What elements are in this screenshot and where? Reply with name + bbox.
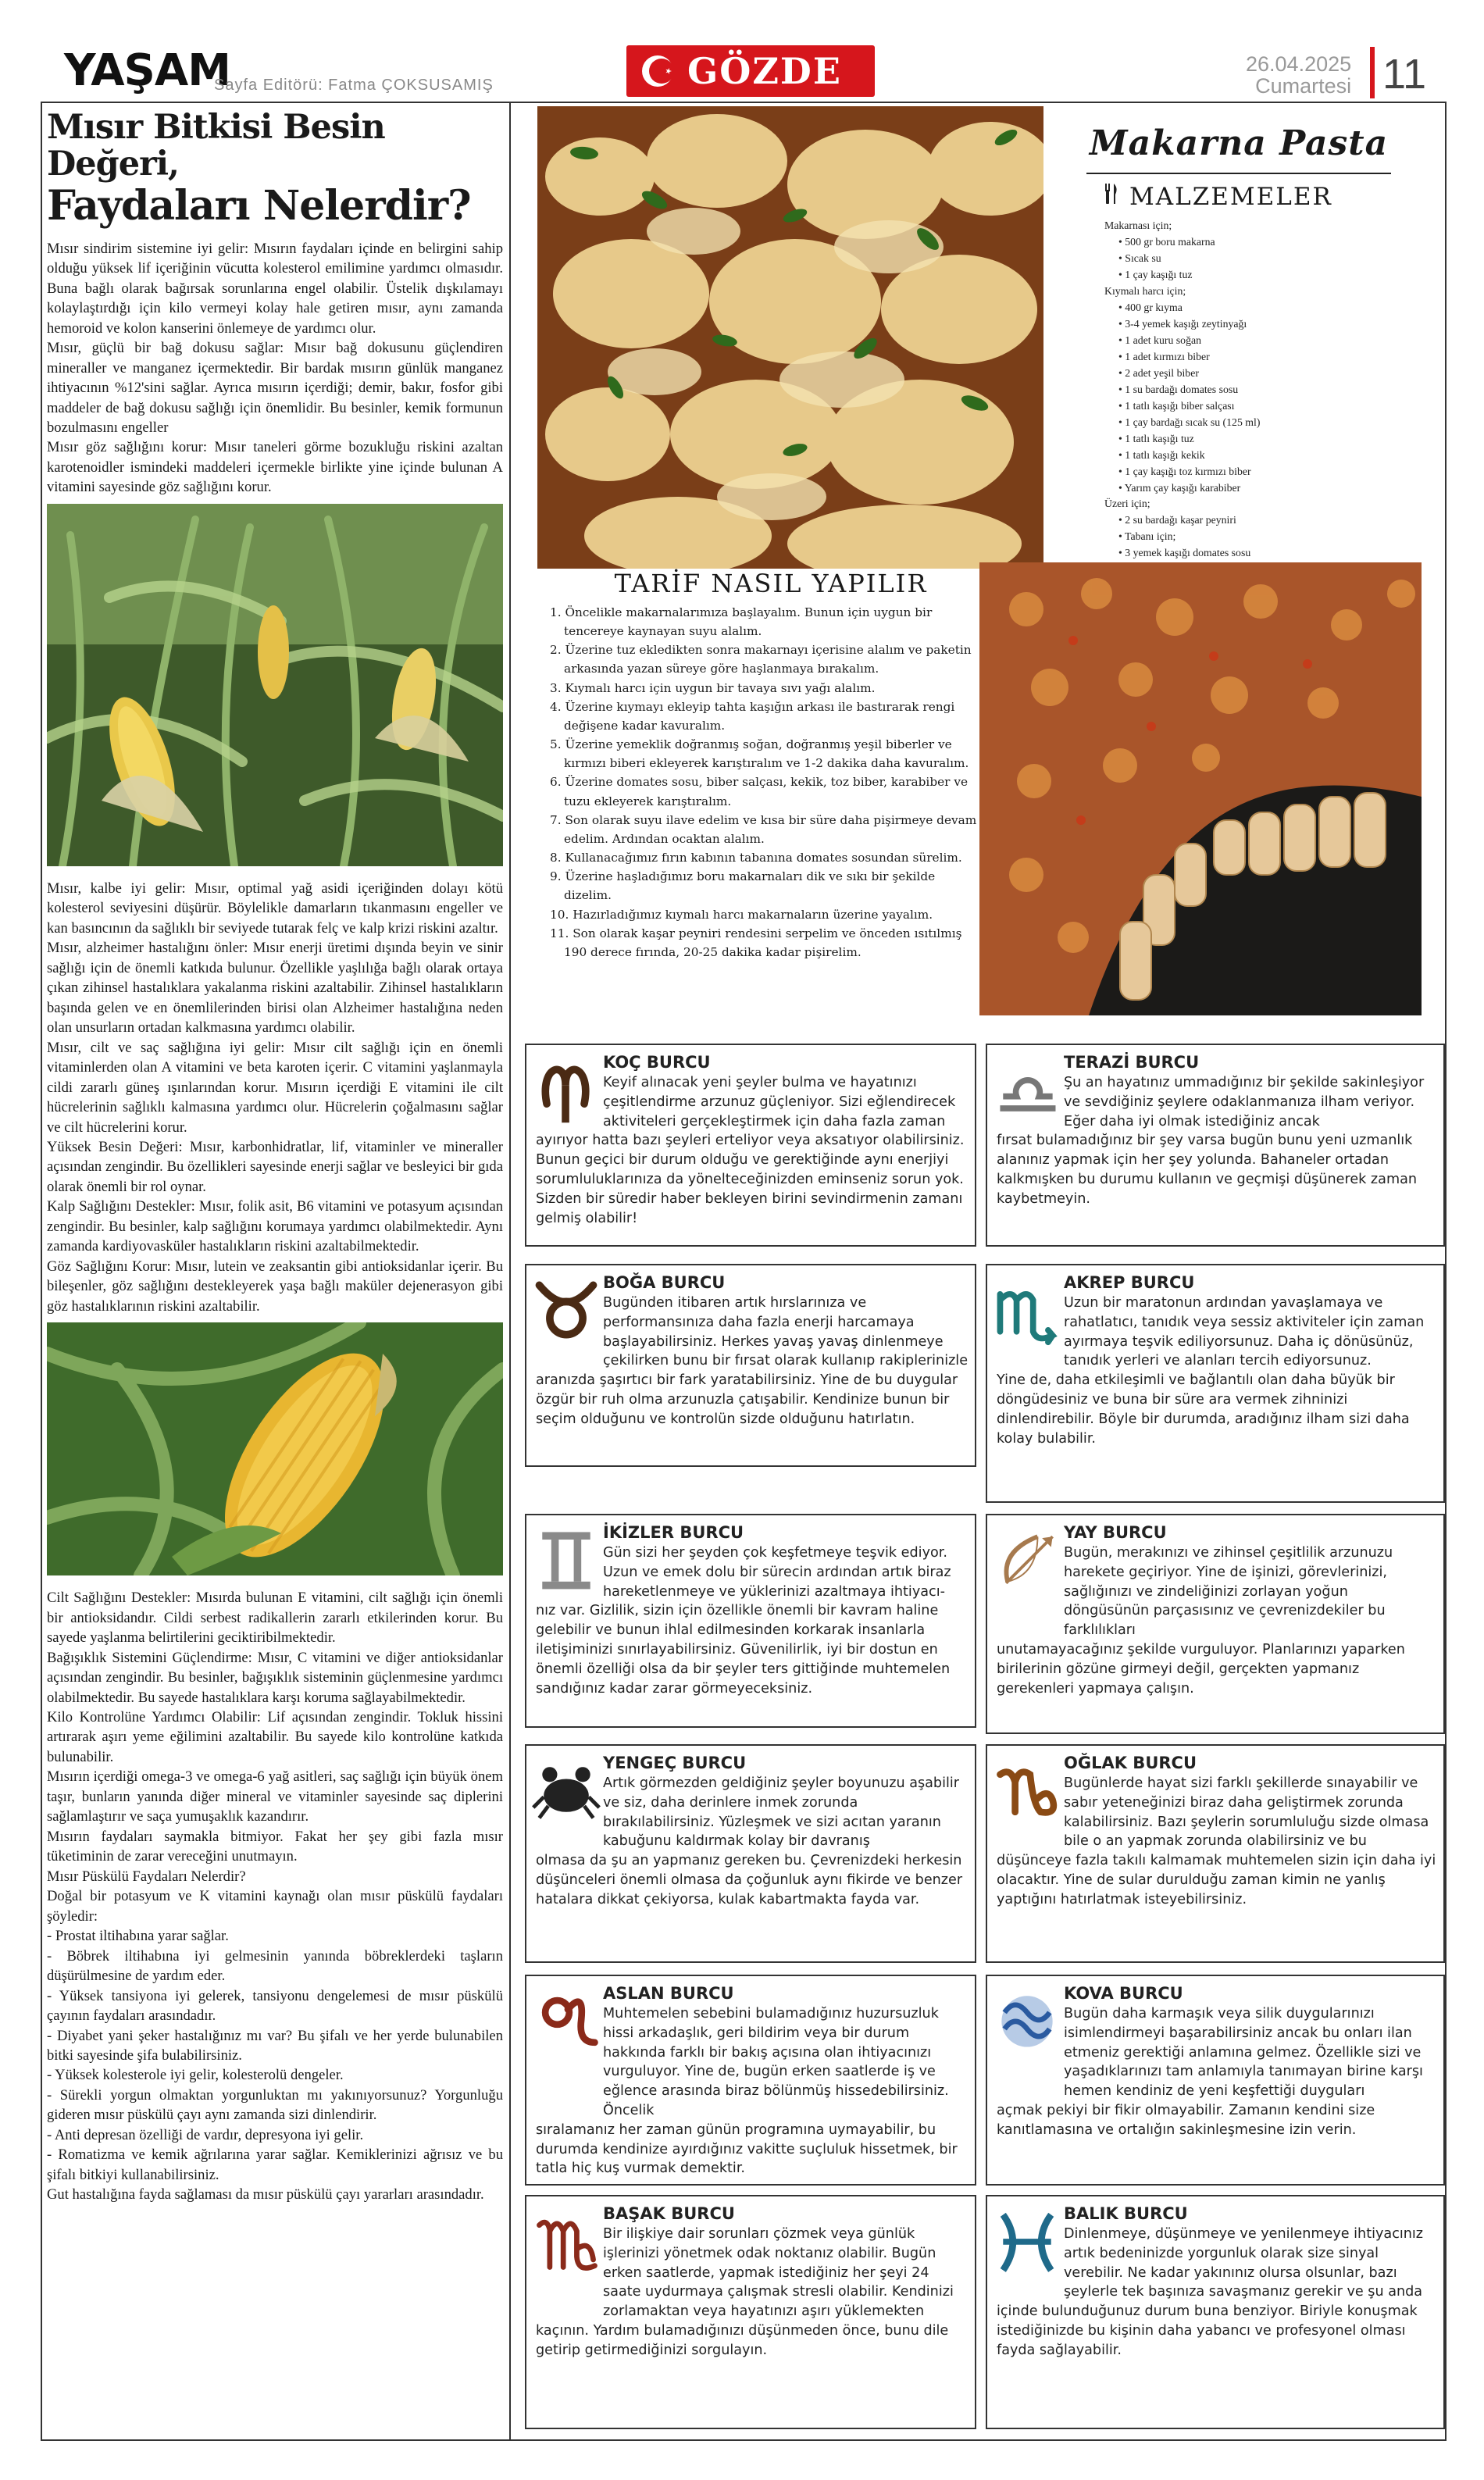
horoscope-text-lead: Bugünlerde hayat sizi farklı şekillerde sınayabilir ve sabır yeteneğinizi biraz daha geliştirmek zorunda kalabilirsiniz. Bazı şeylerin sorumluluğu sizde olmasa bile o an yapmak zorunda olabilirsiniz ve bu (1064, 1775, 1429, 1850)
ingredient-item: • 1 tatlı kaşığı biber salçası (1118, 398, 1426, 415)
paragraph: Mısırın içerdiği omega-3 ve omega-6 yağ asitleri, saç sağlığı için büyük önem taşır, bunların yanında diğer mineral ve vitaminler sayesinde saç diplerini sağlamlaştırır ve saça yumuşaklık kazandırır. (47, 1768, 503, 1825)
horoscope-title: TERAZİ BURCU (1064, 1053, 1200, 1072)
recipe-card (1051, 109, 1426, 562)
paragraph: - Böbrek iltihabına iyi gelmesinin yanında böbreklerdeki taşların düşürülmesine de yardım eder. (47, 1947, 503, 1985)
horoscope-text-lead: Bugünden itibaren artık hırslarınıza ve performansınıza daha fazla enerji harcamaya başlayabilirsiniz. Herkes yavaş yavaş dinlenmeye çekilirken bunu bir fırsat olarak kullanıp rakiplerinizle (603, 1295, 969, 1369)
paragraph: - Prostat iltihabına yarar sağlar. (47, 1928, 229, 1945)
horoscope-title: İKİZLER BURCU (603, 1523, 744, 1542)
paragraph: - Diyabet yani şeker hastalığınız mı var? Bu şifalı ve her yerde bulunabilen bitki sayesinde şifa bulabilirsiniz. (47, 2027, 503, 2064)
ingredient-item: • 1 çay kaşığı tuz (1118, 267, 1426, 284)
paragraph: - Yüksek tansiyona iyi gelerek, tansiyonu dengelemesi de mısır püskülü çayının faydaları arasındadır. (47, 1987, 503, 2025)
recipe-title: Makarna Pasta (1089, 123, 1389, 163)
steps-title: TARİF NASIL YAPILIR (614, 569, 928, 598)
scorpio-icon (992, 1272, 1062, 1347)
horoscope-box-terazi (986, 1044, 1445, 1247)
horoscope-text-lead: Bir ilişkiye dair sorunları çözmek veya günlük işlerinizi yönetmek odak noktanız olabilir. Bugün erken saatlerde, yapmak istediğiniz her şeyi 24 saate uydurmaya çalışmak stresli olabilir. Kendinizi zorlamaktan veya hayatınızı aşırı yüklemekten (603, 2226, 954, 2320)
recipe-step: 7. Son olarak suyu ilave edelim ve kısa bir süre daha pişirmeye devam edelim. Ardından ocaktan alalım. (550, 812, 977, 846)
masthead (41, 41, 1447, 103)
paragraph: Doğal bir potasyum ve K vitamini kaynağı olan mısır püskülü faydaları şöyledir: (47, 1888, 503, 1925)
horoscope-box-kova (986, 1975, 1445, 2186)
paragraph: Cilt Sağlığını Destekler: Mısırda bulunan E vitamini, cilt sağlığı için önemli bir antioksidandır. Cildi serbest radikallerin zararlı etkilerinden korur. Bu sayede yaşlanma belirtilerini geciktiribilmektedir. (47, 1590, 503, 1647)
ingredient-item: • 1 tatlı kaşığı tuz (1118, 431, 1426, 448)
horoscope-title: AKREP BURCU (1064, 1273, 1195, 1292)
recipe-step: 6. Üzerine domates sosu, biber salçası, kekik, toz biber, karabiber ve tuzu ekleyerek karıştıralım. (550, 775, 969, 808)
page-editor: Sayfa Editörü: Fatma ÇOKSUSAMIŞ (214, 77, 494, 94)
recipe-step: 4. Üzerine kıymayı ekleyip tahta kaşığın arkası ile bastırarak rengi değişene kadar kavuralım. (550, 699, 955, 733)
ingredient-item: • 1 adet kuru soğan (1118, 333, 1426, 349)
ingredient-item: • Sıcak su (1118, 251, 1426, 267)
horoscope-text-lead: Şu an hayatınız ummadığınız bir şekilde sakinleşiyor ve sevdiğiniz şeylere odaklanmanıza ilham veriyor. Eğer daha iyi olmak istediğiniz ancak (1064, 1075, 1425, 1129)
libra-icon (992, 1051, 1062, 1126)
article-body-part2 (47, 879, 503, 1316)
horoscope-text-rest: fırsat bulamadığınız bir şey varsa bugün bunu yeni uzmanlık alanınız yapmak için her şey yolunda. Bahaneler ortadan kalkmışken bu durumu kullanın ve geçmişi düşünerek zaman kaybetmeyin. (997, 1133, 1418, 1207)
recipe-step: 3. Kıymalı harcı için uygun bir tavaya sıvı yağı alalım. (550, 680, 876, 695)
paragraph: Mısır, cilt ve saç sağlığına iyi gelir: Mısır cilt sağlığı için en önemli vitaminlerden olan A vitamini ve beta karoten içerir. C vitamini yaşlanmayla cildi zararlı güneş ışınlarından korur. Mısırın içerdiği E vitamini ile cilt hücrelerinin sağlıklı kalmasına yardımcı olur. Hücrelerin çoğalmasını sağlar ve cilt hücrelerini korur. (47, 1039, 503, 1136)
ingredients-heading (1103, 182, 1426, 212)
newspaper-logo (626, 45, 875, 97)
gemini-icon (531, 1522, 601, 1597)
issue-date (1246, 53, 1351, 98)
paragraph: Mısırın faydaları saymakla bitmiyor. Fakat her şey gibi fazla mısır tüketiminin de zarar vereceğini unutmayın. (47, 1828, 503, 1865)
article-body-part1 (47, 239, 503, 498)
horoscope-title: ASLAN BURCU (603, 1984, 734, 2003)
horoscope-text-rest: kaçının. Yardım bulamadığınızı düşünmeden önce, bunu dile getirip getirmediğinizi sorgulayın. (536, 2322, 949, 2358)
pisces-icon (992, 2203, 1062, 2278)
weekday: Cumartesi (1255, 74, 1352, 98)
horoscope-text-rest: olmasa da şu an yapmanız gereken bu. Çevrenizdeki herkesin düşünceleri önemli olmasa da çoğunluk aynı fikirde ve benzer hatalara dikkat çekiyorsa, kulak kabartmakta fayda var. (536, 1853, 963, 1907)
ingredient-item: • 1 adet kırmızı biber (1118, 349, 1426, 366)
recipe-steps (525, 569, 986, 962)
paragraph: Mısır Püskülü Faydaları Nelerdir? (47, 1868, 246, 1885)
crescent-star-icon (637, 49, 681, 93)
article-title-line2: Faydaları Nelerdir? (47, 181, 471, 230)
ingredient-item: • 3 yemek kaşığı domates sosu (1118, 545, 1426, 562)
recipe-step: 5. Üzerine yemeklik doğranmış soğan, doğranmış yeşil biberler ve kırmızı biberi ekleyerek karıştıralım ve 1-2 dakika daha kavuralım. (550, 737, 969, 771)
recipe-step: 2. Üzerine tuz ekledikten sonra makarnayı içerisine alalım ve paketin arkasında yazan süreye göre haşlanmaya bırakalım. (550, 643, 972, 676)
article-title-line1: Mısır Bitkisi Besin Değeri, (47, 108, 385, 184)
horoscope-text-lead: Bugün daha karmaşık veya silik duygularınızı isimlendirmeyi başarabilirsiniz ancak bu onları ilan etmeniz gerektiği anlamına gelmez. Özellikle sizi ve yaşadıklarınızı tam anlamıyla tanımayan birine karşı hemen kendiniz de yeni keşfettiği duyguları (1064, 2006, 1423, 2100)
ingredient-item: • 2 su bardağı kaşar peyniri (1118, 512, 1426, 529)
ingredient-item: • 1 su bardağı domates sosu (1118, 382, 1426, 398)
recipe-step: 1. Öncelikle makarnalarımıza başlayalım. Bunun için uygun bir tencereye kaynayan suyu alalım. (550, 605, 933, 639)
taurus-icon (531, 1272, 601, 1347)
capricorn-icon (992, 1752, 1062, 1827)
horoscope-title: BOĞA BURCU (603, 1273, 726, 1292)
horoscope-box-yay (986, 1514, 1445, 1734)
virgo-icon (531, 2203, 601, 2278)
recipe-step: 10. Hazırladığımız kıymalı harcı makarnaların üzerine yayalım. (550, 907, 933, 922)
column-divider (509, 103, 511, 2440)
paragraph: Mısır, kalbe iyi gelir: Mısır, optimal yağ asidi içeriğinden dolayı kötü kolesterol seviyesini düşürür. Böylelikle damarların tıkanmasını engeller ve kan basıncının da sağlıklı bir seviyede tutarak felç ve kalp krizi riskini azaltır. (47, 880, 503, 937)
paragraph: Gut hastalığına fayda sağlaması da mısır püskülü çayı yararları arasındadır. (47, 2186, 484, 2203)
horoscope-text-lead: Uzun bir maratonun ardından yavaşlamaya ve rahatlatıcı, tanıdık veya sessiz aktiviteler için zaman ayırmaya teşvik ediliyorsunuz. Daha iç dönüsünüz, tanıdık yerleri ve alanları tercih ediyorsunuz. (1064, 1295, 1425, 1369)
horoscope-box-ikizler (525, 1514, 976, 1728)
paragraph: Mısır göz sağlığını korur: Mısır taneleri görme bozukluğu riskini azaltan karotenoidler ismindeki maddeleri içermekle birlikte yine içinde bulunan A vitamini sayesinde göz sağlığını korur. (47, 439, 503, 496)
date-value: 26.04.2025 (1246, 52, 1352, 76)
corn-field-photo (47, 504, 503, 866)
paragraph: Yüksek Besin Değeri: Mısır, karbonhidratlar, lif, vitaminler ve mineraller açısından zengindir. Bu özellikleri sayesinde enerji sağlar ve besleyici bir gıda olarak önemli bir rol oynar. (47, 1138, 503, 1195)
recipe-step: 8. Kullanacağımız fırın kabının tabanına domates sosundan sürelim. (550, 851, 962, 865)
horoscope-title: BAŞAK BURCU (603, 2204, 735, 2223)
horoscope-box-aslan (525, 1975, 976, 2186)
horoscope-text-rest: açmak pekiyi bir fikir olmayabilir. Zamanın kendini size kanıtlamasına ve ortalığın sakinleşmesine izin verin. (997, 2102, 1375, 2138)
paragraph: - Anti depresan özelliği de vardır, depresyona iyi gelir. (47, 2126, 364, 2143)
corn-cob-photo (47, 1322, 503, 1575)
horoscope-box-oglak (986, 1744, 1445, 1963)
horoscope-text-rest: aranızda şaşırtıcı bir fark yaratabilirsiniz. Yine de bu duygular özgür bir ruh olma arzunuzla çatışabilir. Kendinize bunun bir seçim olduğunu ve kontrolün sizde olduğunu hatırlatın. (536, 1372, 958, 1427)
horoscope-text-lead: Keyif alınacak yeni şeyler bulma ve hayatınızı çeşitlendirme arzunuz güçleniyor. Sizi eğlendirecek aktiviteleri gerçekleştirmek için daha fazla zaman (603, 1075, 956, 1129)
leo-icon (531, 1982, 601, 2057)
ingredient-item: • 3-4 yemek kaşığı zeytinyağı (1118, 316, 1426, 333)
paragraph: Mısır sindirim sistemine iyi gelir: Mısırın faydaları içinde en belirgini sahip olduğu yüksek lif içeriğinin vücutta kolesterol emilimine yardımcı olmasıdır. Buna bağlı olarak bağırsak sorunlarına engel olabilir. Üstelik dışkılamayı kolaylaştırdığı için kilo vermeyi kolay hale getiren mısır, aynı zamanda hemoroid ve kolon kanserini önlemeye de yardımcı olur. (47, 240, 503, 337)
horoscope-title: KOVA BURCU (1064, 1984, 1183, 2003)
horoscope-title: BALIK BURCU (1064, 2204, 1188, 2223)
paragraph: Kilo Kontrolüne Yardımcı Olabilir: Lif açısından zengindir. Tokluk hissini artırarak aşırı yeme eğilimini azaltabilir. Bu sayede kilo kontrolüne katkıda bulunabilir. (47, 1709, 503, 1765)
horoscope-text-rest: unutamayacağınız şekilde vurguluyor. Planlarınızı yaparken birilerinin gözüne girmeyi değil, gerçekten yapmanız gerekenleri yapmaya çalışın. (997, 1641, 1405, 1697)
paragraph: - Sürekli yorgun olmaktan yorgunluktan mı yakınıyorsunuz? Yorgunluğu gideren mısır püskülü çayı aynı zamanda sizi dinlendirir. (47, 2086, 503, 2124)
page-number-rule (1370, 47, 1375, 98)
ingredient-group: Kıymalı harcı için; (1104, 284, 1186, 297)
horoscope-box-boga (525, 1264, 976, 1467)
paragraph: Mısır, güçlü bir bağ dokusu sağlar: Mısır bağ dokusunu güçlendiren mineraller ve manganez içermektedir. Bir bardak mısırın günlük manganez ihtiyacının %12'sini sağlar. Ayrıca mısırın içerdiği; demir, bakır, fosfor gibi maddeler de bağ dokusu sağlığı için önemlidir. Bu besinler, kemik formunun bozulmasını engeller (47, 340, 503, 436)
horoscope-title: OĞLAK BURCU (1064, 1754, 1197, 1772)
pasta-cake-cut-photo (979, 562, 1422, 1015)
horoscope-text-lead: Gün sizi her şeyden çok keşfetmeye teşvik ediyor. Uzun ve emek dolu bir sürecin ardından artık biraz hareketlenmeye ve yüklerinizi azaltmaya ihtiyacı- (603, 1545, 951, 1600)
pasta-cake-top-photo (537, 106, 1043, 569)
ingredient-group: Makarnası için; (1104, 219, 1172, 231)
paragraph: - Yüksek kolesterole iyi gelir, kolesterolü dengeler. (47, 2067, 344, 2084)
horoscope-text-rest: ayırıyor hatta bazı şeyleri erteliyor veya aksatıyor olabilirsiniz. Bunun geçici bir durum olduğu ve gerektiğinde aynı enerjiyi sorumluluklarınıza da yönelteceğinizden eminseniz sorun yok. Sizden bir süredir haber bekleyen birini sevindirmenin zamanı gelmiş olabilir! (536, 1133, 965, 1226)
steps-list (525, 603, 986, 962)
horoscope-text-rest: nız var. Gizlilik, sizin için özellikle önemli bir kavram haline gelebilir ve bunun ihlal edilmesinden korkarak insanlarla iletişiminizi sınırlayabilirsiniz. Güvenilirlik, iyi bir dostun en önemli özelliği olsa da bir şeyler ters gittiğinde muhtemelen sandığınız kadar zarar görmeyeceksiniz. (536, 1603, 951, 1697)
page-number: 11 (1382, 51, 1427, 98)
ingredient-item: • 1 çay kaşığı toz kırmızı biber (1118, 464, 1426, 480)
cancer-icon (531, 1752, 601, 1827)
horoscope-text-lead: Bugün, merakınızı ve zihinsel çeşitlilik arzunuzu harekete geçiriyor. Yine de işinizi, görevlerinizi, sağlığınızı ve zindeliğinizi zorlayan yoğun döngüsünün parçasısınız ve çevrenizdekiler bu farklılıkları (1064, 1545, 1393, 1639)
horoscope-box-basak (525, 2195, 976, 2429)
paragraph: - Romatizma ve kemik ağrılarına yarar sağlar. Kemiklerinizi ağrısız ve bu şifalı bitkiyi kullanabilirsiniz. (47, 2146, 503, 2183)
ingredients-heading-text: MALZEMELER (1129, 183, 1332, 211)
horoscope-text-rest: içinde bulunduğunuz durum buna benziyor. Biriyle konuşmak istediğinizde bu kişinin daha yabancı ve profesyonel olması fayda sağlayabilir. (997, 2303, 1418, 2358)
horoscope-box-akrep (986, 1264, 1445, 1503)
horoscope-title: YAY BURCU (1064, 1523, 1167, 1542)
horoscope-box-balik (986, 2195, 1445, 2429)
ingredient-item: • Tabanı için; (1118, 529, 1426, 545)
ingredient-item: • 2 adet yeşil biber (1118, 366, 1426, 382)
horoscope-box-yengec (525, 1744, 976, 1963)
ingredient-item: • 500 gr boru makarna (1118, 234, 1426, 251)
horoscope-text-lead: Muhtemelen sebebini bulamadığınız huzursuzluk hissi arkadaşlık, geri bildirim veya bir durum hakkında farklı bir bakış açısına olan ihtiyacınızı vurguluyor. Yine de, bugün erken saatlerde iş ve eğlence arasında biraz bölünmüş hissedebilirsiniz. Öncelik (603, 2006, 949, 2118)
recipe-step: 11. Son olarak kaşar peyniri rendesini serpelim ve önceden ısıtılmış 190 derece fırında, 20-25 dakika kadar pişirelim. (550, 926, 962, 959)
horoscope-text-lead: Artık görmezden geldiğiniz şeyler boyunuzu aşabilir ve siz, daha derinlere inmek zorunda bırakılabilirsiniz. Yüzleşmek ve sizi acıtan yaranın kabuğunu kaldırmak kolay bir davranış (603, 1775, 959, 1850)
ingredient-item: • 1 tatlı kaşığı kekik (1118, 448, 1426, 464)
sagittarius-icon (992, 1522, 1062, 1597)
horoscope-text-rest: düşünceye fazla takılı kalmamak muhtemelen sizin için daha iyi olacaktır. Yine de sular durulduğu zaman kimin ne yanlış yaptığını hatırlatmak isteyebilirsiniz. (997, 1853, 1436, 1907)
horoscope-text-rest: sıralamanız her zaman günün programına uymayabilir, bu durumda kendinize ayırdığınız vakitte suçluluk hissetmek, bir tatla hiç kuş vurmak demektir. (536, 2121, 958, 2177)
section-title: YAŞAM (64, 45, 230, 96)
corn-article (47, 109, 503, 2205)
horoscope-box-koc (525, 1044, 976, 1247)
ingredients-list (1104, 218, 1426, 562)
aries-icon (531, 1051, 601, 1126)
article-body-part3 (47, 1588, 503, 2205)
ingredient-item: • Yarım çay kaşığı karabiber (1118, 480, 1426, 497)
ingredient-item: • 1 çay bardağı sıcak su (125 ml) (1118, 415, 1426, 431)
recipe-divider (1086, 173, 1391, 174)
horoscope-text-rest: Yine de, daha etkileşimli ve bağlantılı olan daha büyük bir döngüdesiniz ve buna bir süre ara vermek zihninizi dinlendirebilir. Böyle bir durumda, aradığınız ilham sizi daha kolay bulabilir. (997, 1372, 1410, 1447)
paragraph: Kalp Sağlığını Destekler: Mısır, folik asit, B6 vitamini ve potasyum açısından zengindir. Bu besinler, kalp sağlığını korumaya yardımcı olabilmektedir. Aynı zamanda kardiyovasküler hastalıkların riskini azaltabilmektedir. (47, 1198, 503, 1255)
ingredient-item: • 400 gr kıyma (1118, 300, 1426, 316)
paragraph: Göz Sağlığını Korur: Mısır, lutein ve zeaksantin gibi antioksidanlar içerir. Bu bileşenler, göz sağlığını destekleyerek yaşa bağlı maküler dejenerasyon gibi göz hastalıklarının riskini azaltabilir. (47, 1258, 503, 1315)
recipe-step: 9. Üzerine haşladığımız boru makarnaları dik ve sıkı bir şekilde dizelim. (550, 869, 936, 903)
paragraph: Bağışıklık Sistemini Güçlendirme: Mısır, C vitamini ve diğer antioksidanlar açısından zengindir. Bu besinler, bağışıklık sisteminin güçlenmesine yardımcı olabilmektedir. Bu sayede hastalıklara karşı koruma sağlayabilmektedir. (47, 1649, 503, 1706)
paragraph: Mısır, alzheimer hastalığını önler: Mısır enerji üretimi dışında beyin ve sinir sağlığı için de önemli katkıda bulunur. Özellikle yaşlılığa bağlı olarak ortaya çıkan zihinsel hastalıklara yakalanma riskini azaltabilir. Zihinsel hastalıkların başında gelen ve en önemlilerinden birisi olan Alzheimer hastalığına neden olan unsurların ortadan kalkmasına yardımcı olabilir. (47, 940, 503, 1037)
aquarius-icon (992, 1982, 1062, 2057)
horoscope-text-lead: Dinlenmeye, düşünmeye ve yenilenmeye ihtiyacınız artık bedeninizde yorgunluk olarak size sinyal verebilir. Ne kadar yakınınız olursa olsunlar, bazı şeylerle tek başınıza savaşmanız gerekir ve şu anda (1064, 2226, 1424, 2300)
logo-text: GÖZDE (687, 50, 842, 92)
ingredient-group: Üzeri için; (1104, 498, 1150, 510)
horoscope-title: KOÇ BURCU (603, 1053, 711, 1072)
fork-knife-icon (1103, 182, 1120, 212)
horoscope-title: YENGEÇ BURCU (603, 1754, 747, 1772)
